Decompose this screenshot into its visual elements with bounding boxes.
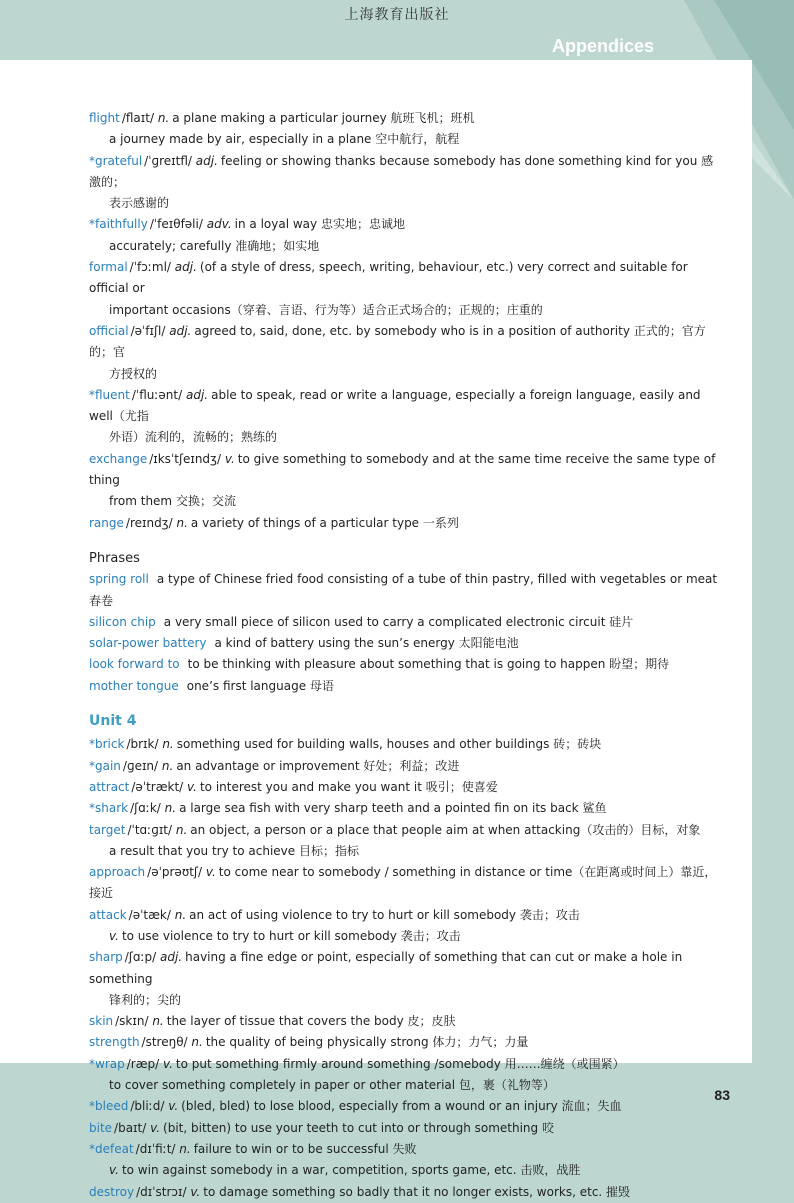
definition: to damage something so badly that it no longer exists, works, etc. 摧毁 (203, 1184, 631, 1199)
part-of-speech: adj. (169, 323, 192, 338)
definition-continuation (109, 364, 719, 385)
phonetic: /əˈtæk/ (128, 907, 171, 922)
vocab-entry (89, 513, 719, 534)
vocab-entry (89, 449, 719, 492)
headword: *grateful (89, 153, 143, 168)
phrase-definition: one’s first language 母语 (186, 678, 334, 693)
definition: an advantage or improvement 好处；利益；改进 (176, 758, 460, 773)
definition: a large sea fish with very sharp teeth and a pointed fin on its back 鲨鱼 (179, 801, 607, 816)
vocab-entry (89, 108, 719, 129)
part-of-speech: n. (176, 515, 188, 530)
phonetic: /ɡeɪn/ (122, 758, 159, 773)
part-of-speech: adv. (206, 217, 232, 232)
definition: important occasions（穿着、言语、行为等）适合正式场合的；正规的；庄重的 (109, 302, 543, 317)
definition-continuation (109, 990, 719, 1011)
definition-continuation (109, 427, 719, 448)
definition: (of a style of dress, speech, writing, behaviour, etc.) very correct and suitable for official or (89, 260, 688, 296)
vocab-entry (89, 1032, 719, 1053)
headword: official (89, 323, 129, 338)
vocab-entry (89, 1011, 719, 1032)
phrase-term: silicon chip (89, 614, 156, 629)
headword: attract (89, 779, 130, 794)
vocab-entry (89, 734, 719, 755)
headword: attack (89, 907, 127, 922)
phonetic: /əˈfɪʃl/ (130, 323, 166, 338)
definition: to cover something completely in paper or other material 包，裹（礼物等） (109, 1078, 555, 1093)
phrase-entry (89, 612, 719, 633)
headword: *gain (89, 758, 121, 773)
phonetic: /əˈtrækt/ (131, 779, 184, 794)
definition: accurately; carefully 准确地；如实地 (109, 238, 320, 253)
phonetic: /əˈprəʊtʃ/ (147, 865, 203, 880)
phrase-definition: to be thinking with pleasure about something that is going to happen 盼望；期待 (187, 657, 670, 672)
definition-continuation (109, 841, 719, 862)
part-of-speech: n. (191, 1035, 203, 1050)
headword: bite (89, 1120, 113, 1135)
part-of-speech: v. (190, 1184, 201, 1199)
definition: able to speak, read or write a language, especially a foreign language, easily and well（尤指 (89, 387, 701, 424)
definition-continuation (109, 926, 719, 947)
part-of-speech: n. (175, 822, 188, 837)
part-of-speech: adj. (174, 260, 197, 275)
part-of-speech: n. (162, 737, 174, 752)
headword: exchange (89, 451, 148, 466)
vocabulary-list (89, 108, 719, 1203)
vocab-entry (89, 151, 719, 194)
definition: to give something to somebody and at the same time receive the same type of thing (89, 451, 716, 488)
part-of-speech: v. (150, 1120, 161, 1135)
headword: *defeat (89, 1141, 134, 1156)
headword: *brick (89, 737, 125, 752)
vocab-entry (89, 756, 719, 777)
phonetic: /ˈfeɪθfəli/ (149, 217, 203, 232)
phonetic: /ræp/ (126, 1056, 160, 1071)
definition: a journey made by air, especially in a plane 空中航行，航程 (109, 132, 460, 147)
part-of-speech: v. (205, 865, 216, 880)
phonetic: /ʃɑːk/ (130, 801, 161, 816)
definition: to win against somebody in a war, competition, sports game, etc. 击败，战胜 (121, 1163, 581, 1178)
vocab-entry (89, 862, 719, 905)
headword: range (89, 515, 124, 530)
definition: from them 交换；交流 (109, 494, 236, 509)
part-of-speech: v. (162, 1056, 173, 1071)
phonetic: /bliːd/ (130, 1099, 165, 1114)
definition: 方授权的 (109, 366, 158, 381)
headword: sharp (89, 950, 123, 965)
part-of-speech: v. (168, 1099, 179, 1114)
definition-continuation (109, 129, 719, 150)
phrase-term: look forward to (89, 657, 180, 672)
phonetic: /ɪksˈtʃeɪndʒ/ (149, 451, 222, 466)
section-title: Appendices (551, 36, 654, 56)
phrase-term: spring roll (89, 572, 149, 587)
definition: in a loyal way 忠实地；忠诚地 (234, 217, 405, 232)
phonetic: /ˈɡreɪtfl/ (144, 153, 192, 168)
part-of-speech: n. (152, 1014, 164, 1029)
definition: (bit, bitten) to use your teeth to cut into or through something 咬 (163, 1120, 554, 1135)
definition: something used for building walls, houses and other buildings 砖；砖块 (176, 737, 602, 752)
headword: *shark (89, 801, 129, 816)
definition-continuation (109, 236, 719, 257)
definition: feeling or showing thanks because somebody has done something kind for you 感激的； (89, 153, 714, 189)
definition: the layer of tissue that covers the body 皮；皮肤 (166, 1014, 456, 1029)
phonetic: /ˈfluːənt/ (131, 387, 183, 402)
phrase-entry (89, 569, 719, 612)
vocab-entry (89, 798, 719, 819)
phrases-heading: Phrases (89, 550, 140, 566)
definition: to use violence to try to hurt or kill somebody 袭击；攻击 (121, 928, 461, 943)
phrase-definition: a kind of battery using the sun’s energy 太阳能电池 (214, 636, 519, 651)
definition-continuation (109, 1160, 719, 1181)
definition: 外语）流利的，流畅的；熟练的 (109, 430, 278, 445)
part-of-speech: v. (109, 1163, 119, 1178)
definition: 锋利的；尖的 (109, 992, 182, 1007)
part-of-speech: n. (161, 758, 174, 773)
phonetic: /dɪˈstrɔɪ/ (136, 1184, 187, 1199)
vocabulary-block-top (89, 108, 719, 534)
headword: formal (89, 260, 128, 275)
page-number: 83 (714, 1087, 730, 1103)
vocab-entry (89, 905, 719, 926)
publisher-name: 上海教育出版社 (344, 7, 450, 23)
phrase-term: solar-power battery (89, 636, 207, 651)
phonetic: /brɪk/ (126, 737, 159, 752)
vocab-entry (89, 947, 719, 990)
headword: target (89, 822, 126, 837)
definition: agreed to, said, done, etc. by somebody who is in a position of authority 正式的；官方的；官 (89, 323, 706, 360)
headword: *bleed (89, 1099, 129, 1114)
headword: skin (89, 1014, 114, 1029)
vocab-entry (89, 1139, 719, 1160)
phonetic: /flaɪt/ (121, 111, 154, 125)
phrase-entry (89, 654, 719, 675)
part-of-speech: adj. (185, 387, 209, 402)
definition: failure to win or to be successful 失败 (193, 1141, 417, 1156)
phonetic: /ˈtɑːɡɪt/ (127, 822, 173, 837)
part-of-speech: v. (224, 451, 235, 466)
definition: having a fine edge or point, especially of something that can cut or make a hole in something (89, 950, 683, 986)
definition: an object, a person or a place that people aim at when attacking（攻击的）目标，对象 (190, 822, 701, 837)
phonetic: /baɪt/ (114, 1120, 147, 1135)
headword: *faithfully (89, 217, 148, 232)
phrase-entry (89, 676, 719, 697)
headword: *wrap (89, 1056, 125, 1071)
part-of-speech: v. (109, 928, 119, 943)
definition-continuation (109, 300, 719, 321)
phonetic: /skɪn/ (115, 1014, 149, 1029)
vocab-entry (89, 1182, 719, 1203)
definition: a variety of things of a particular type 一系列 (190, 515, 459, 530)
definition: a plane making a particular journey 航班飞机；班机 (172, 111, 475, 125)
part-of-speech: n. (164, 801, 177, 816)
definition: a result that you try to achieve 目标；指标 (109, 843, 359, 858)
headword: destroy (89, 1184, 135, 1199)
phonetic: /streŋθ/ (141, 1035, 188, 1050)
phonetic: /ˈfɔːml/ (129, 260, 171, 275)
headword: approach (89, 865, 146, 880)
vocab-entry (89, 1054, 719, 1075)
part-of-speech: n. (179, 1141, 191, 1156)
headword: strength (89, 1035, 140, 1050)
definition: 表示感谢的 (109, 196, 170, 211)
phonetic: /ʃɑːp/ (124, 950, 157, 965)
definition: to come near to somebody / something in distance or time（在距离或时间上）靠近，接近 (89, 865, 717, 901)
vocab-entry (89, 214, 719, 235)
vocab-entry (89, 777, 719, 798)
vocab-entry (89, 385, 719, 428)
part-of-speech: n. (174, 907, 187, 922)
vocab-entry (89, 820, 719, 841)
phrase-definition: a type of Chinese fried food consisting of a tube of thin pastry, filled with vegetables or meat 春卷 (89, 572, 718, 608)
definition-continuation (109, 1075, 719, 1096)
definition-continuation (109, 193, 719, 214)
definition: an act of using violence to try to hurt or kill somebody 袭击；攻击 (189, 907, 580, 922)
vocab-entry (89, 1096, 719, 1117)
definition: to interest you and make you want it 吸引；使喜爱 (199, 779, 498, 794)
headword: *fluent (89, 387, 130, 402)
vocab-entry (89, 321, 719, 364)
unit-heading: Unit 4 (89, 713, 137, 730)
definition: to put something firmly around something /somebody 用……缠绕（或围紧） (175, 1056, 625, 1071)
part-of-speech: adj. (195, 153, 218, 168)
vocab-entry (89, 1118, 719, 1139)
phonetic: /reɪndʒ/ (125, 515, 173, 530)
part-of-speech: n. (157, 111, 170, 125)
unit4-list (89, 734, 719, 1203)
part-of-speech: adj. (160, 950, 183, 965)
headword: flight (89, 111, 120, 125)
phonetic: /dɪˈfiːt/ (135, 1141, 176, 1156)
phrase-term: mother tongue (89, 678, 179, 693)
part-of-speech: v. (187, 779, 197, 794)
definition: the quality of being physically strong 体力；力气；力量 (205, 1035, 529, 1050)
definition: (bled, bled) to lose blood, especially from a wound or an injury 流血；失血 (181, 1099, 622, 1114)
phrases-list (89, 569, 719, 697)
definition-continuation (109, 491, 719, 512)
phrase-definition: a very small piece of silicon used to carry a complicated electronic circuit 硅片 (163, 614, 634, 629)
vocab-entry (89, 257, 719, 300)
phrase-entry (89, 633, 719, 654)
